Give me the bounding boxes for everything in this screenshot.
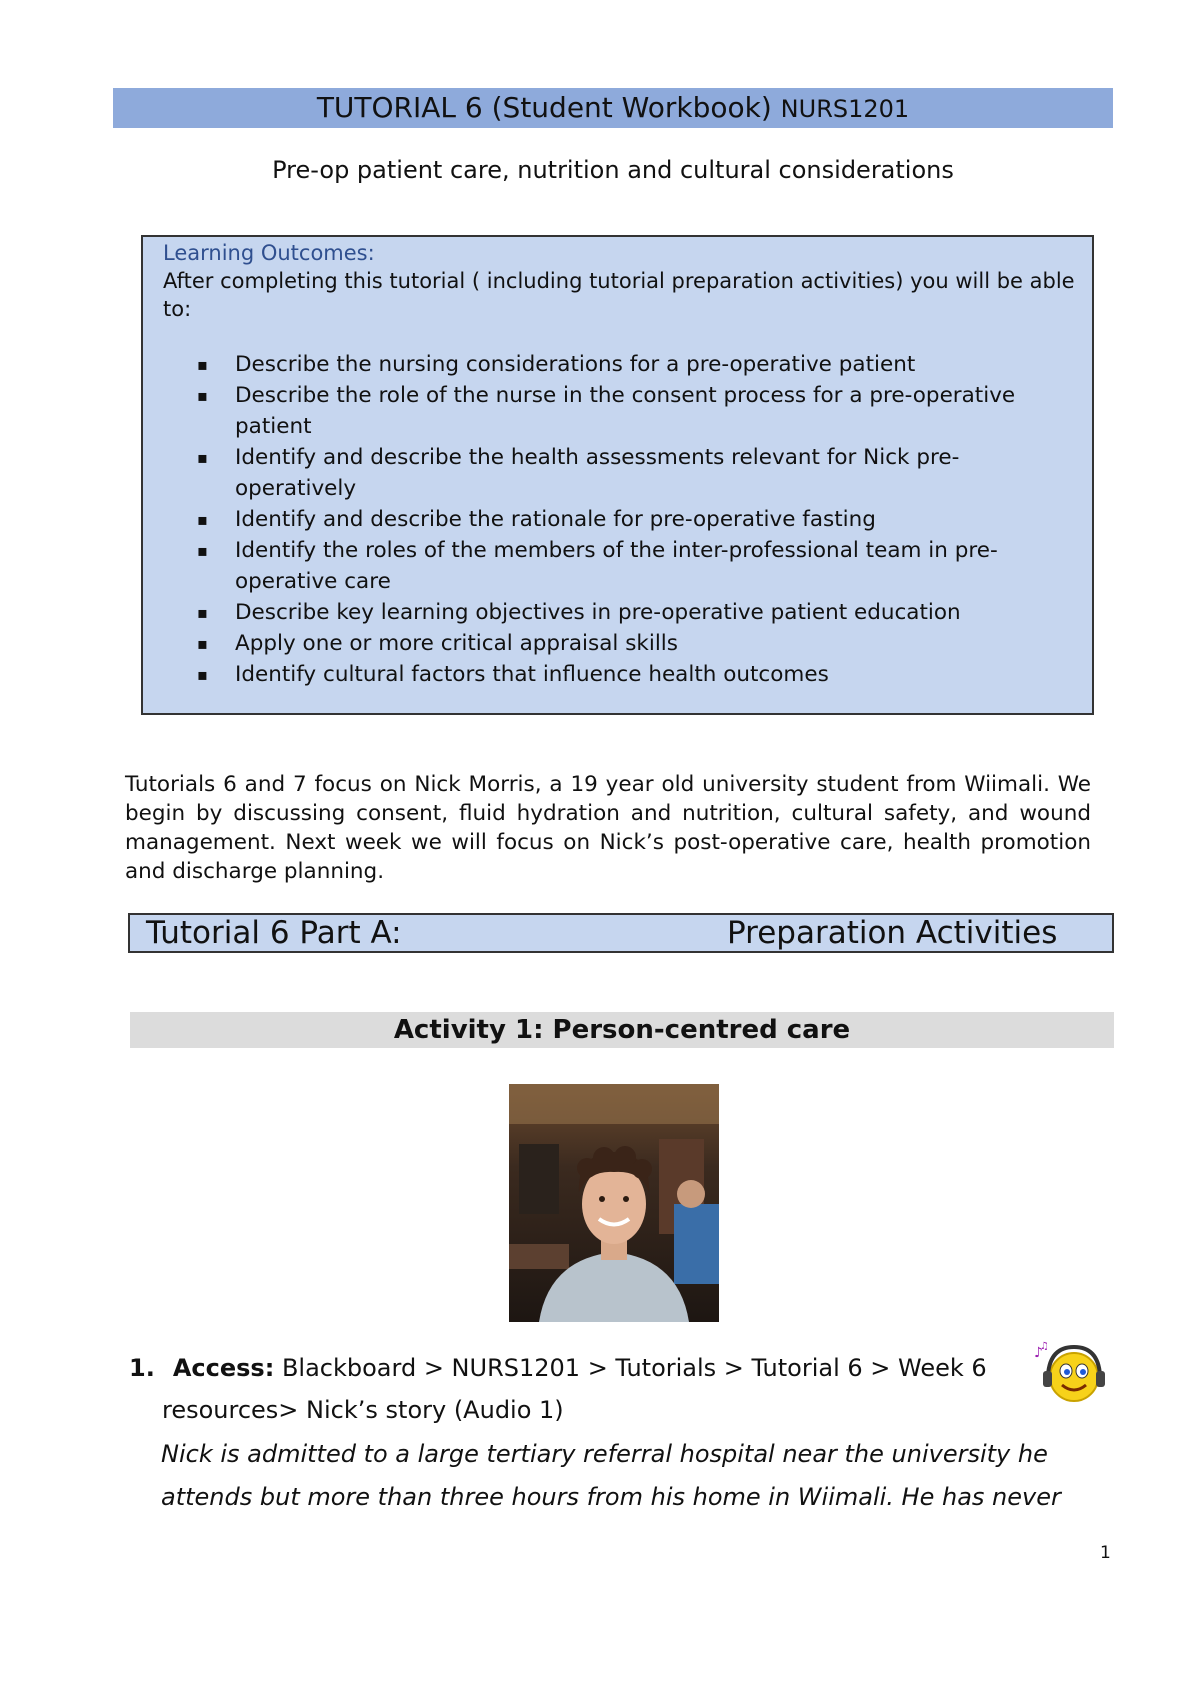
document-subtitle: Pre-op patient care, nutrition and cultural considerations (272, 156, 954, 184)
bullet-icon: ▪ (197, 541, 208, 560)
list-item (197, 597, 1075, 628)
bullet-icon: ▪ (197, 448, 208, 467)
list-item-text: Identify and describe the rationale for pre-operative fasting (235, 507, 876, 532)
list-item (197, 349, 1075, 380)
access-path-line-2: resources> Nick’s story (Audio 1) (162, 1396, 564, 1424)
bullet-icon: ▪ (197, 386, 208, 405)
patient-photo (509, 1084, 719, 1322)
story-line-2: attends but more than three hours from his home in Wiimali. He has never (161, 1483, 1061, 1511)
list-item-text: Apply one or more critical appraisal skills (235, 631, 678, 656)
svg-text:♪: ♪ (1034, 1345, 1043, 1361)
list-item-text: Describe key learning objectives in pre-operative patient education (235, 600, 961, 625)
list-item (197, 535, 1075, 597)
learning-outcomes-box (141, 235, 1094, 715)
list-item-text: Identify the roles of the members of the inter-professional team in pre-operative care (235, 538, 998, 594)
access-path-line-1: Blackboard > NURS1201 > Tutorials > Tutorial 6 > Week 6 (281, 1354, 987, 1382)
part-a-title: Preparation Activities (727, 915, 1058, 951)
part-a-heading (128, 913, 1114, 953)
page-number: 1 (1100, 1543, 1111, 1563)
list-item (197, 504, 1075, 535)
bullet-icon: ▪ (197, 665, 208, 684)
story-line-1: Nick is admitted to a large tertiary referral hospital near the university he (161, 1440, 1048, 1468)
headphones-smiley-icon (1032, 1341, 1112, 1407)
course-code: NURS1201 (780, 95, 910, 123)
list-item (197, 628, 1075, 659)
access-label: Access: (172, 1354, 275, 1382)
activity-1-heading: Activity 1: Person-centred care (130, 1012, 1114, 1048)
task-1-line-1 (129, 1350, 987, 1386)
bullet-icon: ▪ (197, 510, 208, 529)
bullet-icon: ▪ (197, 355, 208, 374)
learning-outcomes-intro: After completing this tutorial ( including tutorial preparation activities) you will be able to: (163, 269, 1075, 321)
document-title: TUTORIAL 6 (Student Workbook) (316, 91, 772, 124)
intro-paragraph: Tutorials 6 and 7 focus on Nick Morris, a 19 year old university student from Wiimali. We begin by discussing consent, fluid hydration and nutrition, cultural safety, and wound management. Next week we will focus on Nick’s post-operative care, health promotion and discharge planning. (125, 772, 1091, 884)
list-item (197, 380, 1075, 442)
list-item-text: Identify and describe the health assessments relevant for Nick pre-operatively (235, 445, 960, 501)
list-item-text: Describe the role of the nurse in the consent process for a pre-operative patient (235, 383, 1016, 439)
learning-outcomes-heading: Learning Outcomes: (163, 241, 375, 265)
learning-outcomes-list (163, 349, 1080, 690)
headphones-smiley-svg (1032, 1341, 1112, 1407)
bullet-icon: ▪ (197, 634, 208, 653)
title-bar (113, 88, 1113, 128)
list-item-text: Describe the nursing considerations for a pre-operative patient (235, 352, 916, 377)
task-number: 1. (129, 1354, 155, 1382)
list-item-text: Identify cultural factors that influence health outcomes (235, 662, 829, 687)
list-item (197, 659, 1075, 690)
svg-text:♫: ♫ (1040, 1341, 1049, 1352)
bullet-icon: ▪ (197, 603, 208, 622)
patient-photo-illustration (509, 1084, 719, 1322)
part-a-label: Tutorial 6 Part A: (146, 915, 402, 951)
list-item (197, 442, 1075, 504)
